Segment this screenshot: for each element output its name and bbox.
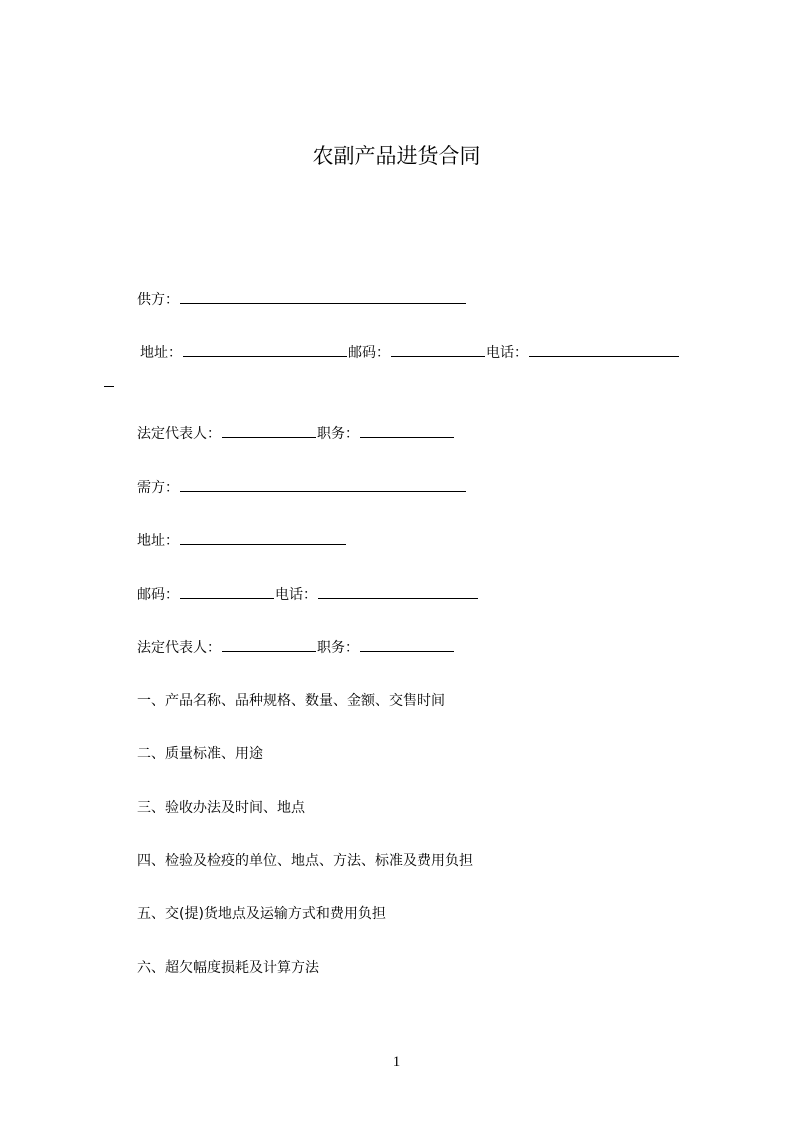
clause-item: 二、质量标准、用途 xyxy=(137,746,263,762)
clause-item: 五、交(提)货地点及运输方式和费用负担 xyxy=(137,906,386,922)
clause-item: 一、产品名称、品种规格、数量、金额、交售时间 xyxy=(137,693,445,709)
buyer-postcode-blank[interactable] xyxy=(180,584,274,599)
supplier-rep-label: 法定代表人： xyxy=(137,426,221,442)
buyer-address-label: 地址： xyxy=(137,533,179,549)
supplier-phone-label: 电话： xyxy=(486,345,528,361)
buyer-line xyxy=(137,476,467,500)
supplier-rep-line xyxy=(137,422,455,446)
supplier-postcode-blank[interactable] xyxy=(391,342,485,357)
buyer-postcode-label: 邮码： xyxy=(137,587,179,603)
buyer-label: 需方： xyxy=(137,480,179,496)
supplier-position-label: 职务： xyxy=(317,426,359,442)
supplier-position-blank[interactable] xyxy=(360,423,454,438)
supplier-line xyxy=(137,288,467,312)
buyer-address-blank[interactable] xyxy=(180,530,346,545)
buyer-phone-blank[interactable] xyxy=(318,584,478,599)
buyer-address-line xyxy=(137,529,347,553)
buyer-position-blank[interactable] xyxy=(360,637,454,652)
page-number: 1 xyxy=(392,1054,401,1070)
supplier-postcode-label: 邮码： xyxy=(348,345,390,361)
supplier-phone-blank[interactable] xyxy=(529,342,679,357)
supplier-address-label: 地址： xyxy=(140,345,182,361)
buyer-position-label: 职务： xyxy=(317,640,359,656)
buyer-rep-label: 法定代表人： xyxy=(137,640,221,656)
contract-title: 农副产品进货合同 xyxy=(312,144,481,168)
supplier-address-blank[interactable] xyxy=(183,342,347,357)
supplier-rep-blank[interactable] xyxy=(222,423,316,438)
supplier-address-line xyxy=(140,341,680,365)
clause-item: 四、检验及检疫的单位、地点、方法、标准及费用负担 xyxy=(137,853,473,869)
buyer-blank[interactable] xyxy=(180,477,466,492)
buyer-rep-blank[interactable] xyxy=(222,637,316,652)
buyer-phone-label: 电话： xyxy=(275,587,317,603)
clause-item: 三、验收办法及时间、地点 xyxy=(137,800,305,816)
buyer-contact-line xyxy=(137,583,479,607)
clause-item: 六、超欠幅度损耗及计算方法 xyxy=(137,960,319,976)
buyer-rep-line xyxy=(137,636,455,660)
supplier-blank[interactable] xyxy=(180,289,466,304)
supplier-phone-blank-continuation xyxy=(104,374,114,387)
supplier-label: 供方： xyxy=(137,292,179,308)
